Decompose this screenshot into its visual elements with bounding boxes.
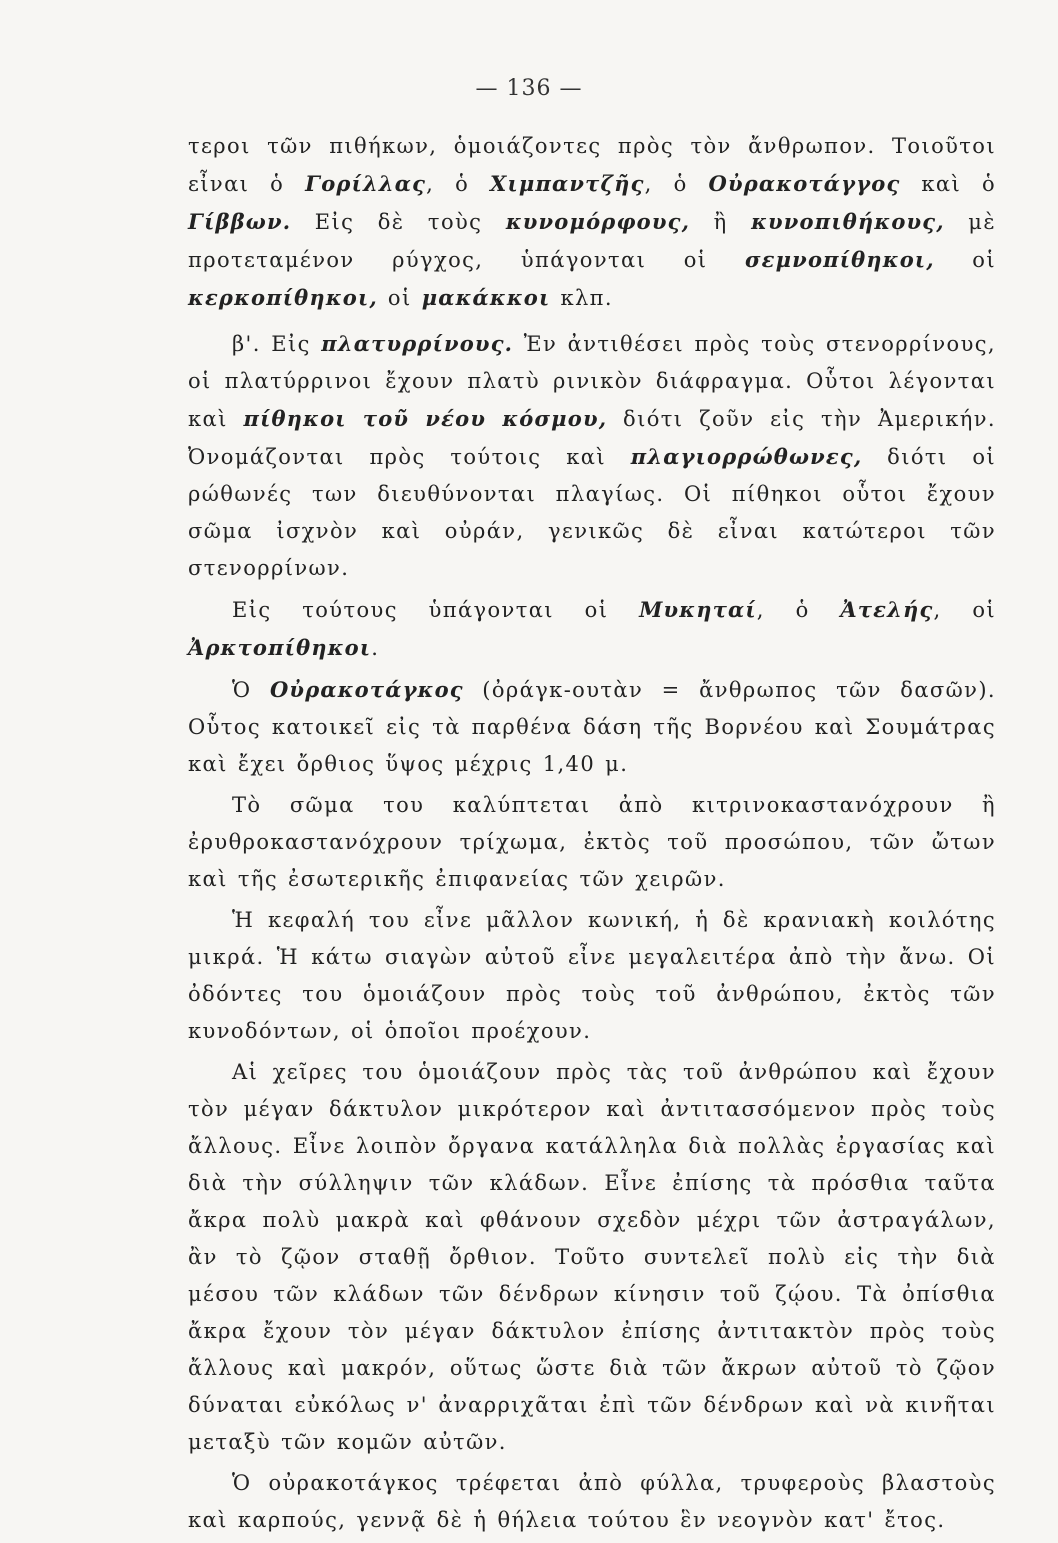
paragraph-7 [188,1054,996,1461]
text-run: Αἱ χεῖρες του ὁμοιάζουν πρὸς τὰς τοῦ ἀνθρώπου καὶ ἔχουν τὸν μέγαν δάκτυλον μικρότερον καὶ ἀντιτασσόμενον πρὸς τοὺς ἄλλους. Εἶνε λοιπὸν ὄργανα κατάλληλα διὰ πολλὰς ἐργασίας καὶ διὰ τὴν σύλληψιν τῶν κλάδων. Εἶνε ἐπίσης τὰ πρόσθια ταῦτα ἄκρα πολὺ μακρὰ καὶ φθάνουν σχεδὸν μέχρι τῶν ἀστραγάλων, ἂν τὸ ζῷον σταθῇ ὄρθιον. Τοῦτο συντελεῖ πολὺ εἰς τὴν διὰ μέσου τῶν κλάδων τῶν δένδρων κίνησιν τοῦ ζῴου. Τὰ ὀπίσθια ἄκρα ἔχουν τὸν μέγαν δάκτυλον ἐπίσης ἀντιτακτὸν πρὸς τοὺς ἄλλους καὶ μακρόν, οὕτως ὥστε διὰ τῶν ἄκρων αὐτοῦ τὸ ζῷον δύναται εὐκόλως ν' ἀναρριχᾶται ἐπὶ τῶν δένδρων καὶ νὰ κινῆται μεταξὺ τῶν κομῶν αὐτῶν. [188,1060,996,1454]
text-run: τεροι τῶν πιθήκων, ὁμοιάζοντες πρὸς τὸν ἄνθρωπον. Τοιοῦτοι εἶναι ὁ [188,134,996,196]
text-run: μὲ προτεταμένον ρύγχος, ὑπάγονται οἱ [188,210,996,272]
emphasized-term: πίθηκοι τοῦ νέου κόσμου, [243,406,608,431]
text-run: , οἱ [933,598,996,622]
emphasized-term: κυνομόρφους, [505,209,691,234]
emphasized-term: Γίββων. [188,209,292,234]
paragraph-4 [188,671,996,783]
text-run: β'. Εἰς [232,332,322,356]
text-run: ἢ [690,210,752,234]
emphasized-term: Οὐρακοτάγγος [708,171,901,196]
emphasized-term: Γορίλλας [305,171,427,196]
paragraph-1 [188,128,996,317]
text-run: καὶ ὁ [900,172,996,196]
paragraph-3 [188,591,996,667]
emphasized-term: πλαγιορρώθωνες, [630,444,863,469]
text-run: κλπ. [550,286,613,310]
text-run: Εἰς τούτους ὑπάγονται οἱ [232,598,640,622]
text-run: οἱ [934,248,996,272]
emphasized-term: σεμνοπίθηκοι, [744,247,935,272]
text-run: , ὁ [644,172,709,196]
paragraph-2 [188,325,996,587]
paragraph-5 [188,787,996,898]
emphasized-term: κυνοπιθήκους, [751,209,945,234]
emphasized-term: μακάκκοι [421,285,551,310]
text-run: Τὸ σῶμα του καλύπτεται ἀπὸ κιτρινοκαστανόχρουν ἢ ἐρυθροκαστανόχρουν τρίχωμα, ἐκτὸς τοῦ προσώπου, τῶν ὤτων καὶ τῆς ἐσωτερικῆς ἐπιφανείας τῶν χειρῶν. [188,793,996,891]
text-run: (ὀράγκ-ουτὰν = ἄνθρωπος τῶν δασῶν). Οὗτος κατοικεῖ εἰς τὰ παρθένα δάση τῆς Βορνέου καὶ Σουμάτρας καὶ ἔχει ὄρθιος ὕψος μέχρις 1,40 μ. [188,678,996,776]
paragraph-6 [188,902,996,1050]
text-run: διότι ζοῦν εἰς τὴν Ἀμερικήν. Ὀνομάζονται πρὸς τούτοις καὶ [188,407,996,469]
emphasized-term: κερκοπίθηκοι, [188,285,378,310]
text-run: οἱ [377,286,422,310]
page-number: — 136 — [475,76,583,101]
text-run: Ὁ [232,678,270,702]
emphasized-term: Ἀρκτοπίθηκοι [188,635,372,660]
text-run: , ὁ [756,598,841,622]
text-run: Εἰς δὲ τοὺς [291,210,506,234]
emphasized-term: Μυκηταί [639,597,757,622]
text-run: Ἡ κεφαλή του εἶνε μᾶλλον κωνική, ἡ δὲ κρανιακὴ κοιλότης μικρά. Ἡ κάτω σιαγὼν αὐτοῦ εἶνε μεγαλειτέρα ἀπὸ τὴν ἄνω. Οἱ ὀδόντες του ὁμοιάζουν πρὸς τοὺς τοῦ ἀνθρώπου, ἐκτὸς τῶν κυνοδόντων, οἱ ὁποῖοι προέχουν. [188,908,996,1043]
text-run: διότι οἱ ρώθωνές των διευθύνονται πλαγίως. Οἱ πίθηκοι οὗτοι ἔχουν σῶμα ἰσχνὸν καὶ οὐράν, γενικῶς δὲ εἶναι κατώτεροι τῶν στενορρίνων. [188,445,996,580]
emphasized-term: πλατυρρίνους. [321,331,514,356]
body-text [188,128,996,1543]
emphasized-term: Χιμπαντζῆς [490,171,645,196]
text-run: , ὁ [426,172,491,196]
emphasized-term: Ἀτελής [840,597,934,622]
text-run: Ὁ οὐρακοτάγκος τρέφεται ἀπὸ φύλλα, τρυφεροὺς βλαστοὺς καὶ καρπούς, γεννᾷ δὲ ἡ θήλεια τούτου ἓν νεογνὸν κατ' ἔτος. [188,1471,996,1532]
emphasized-term: Οὐρακοτάγκος [269,677,464,702]
paragraph-8 [188,1465,996,1539]
text-run: Ἐν ἀντιθέσει πρὸς τοὺς στενορρίνους, οἱ πλατύρρινοι ἔχουν πλατὺ ρινικὸν διάφραγμα. Οὗτοι λέγονται καὶ [188,332,997,431]
text-run: . [371,636,380,660]
